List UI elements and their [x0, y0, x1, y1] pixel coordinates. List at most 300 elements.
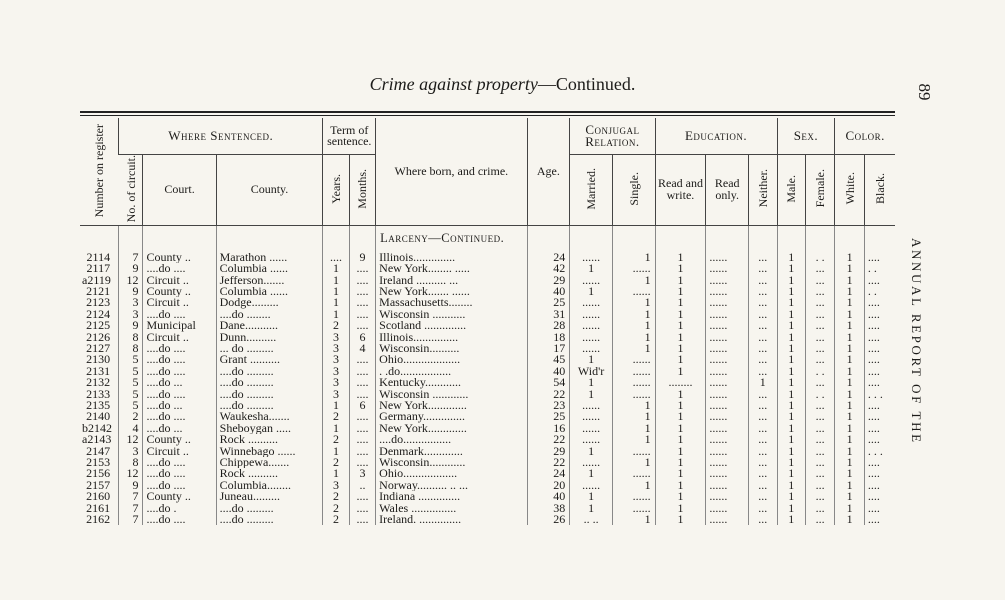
years-cell: 2 — [323, 434, 349, 445]
years-cell: 3 — [323, 343, 349, 354]
court-cell: ....do .... — [143, 514, 216, 525]
table-row — [80, 377, 895, 388]
register-number-cell: 2153 — [86, 457, 111, 469]
register-number-cell: 2135 — [86, 400, 111, 412]
years-cell: 1 — [323, 423, 349, 434]
neither-cell: ... — [749, 332, 777, 343]
register-number-cell: 2160 — [86, 491, 111, 503]
age-cell: 40 — [527, 366, 570, 377]
white-cell: 1 — [835, 400, 864, 411]
white-cell: 1 — [835, 446, 864, 457]
married-cell: 1 — [570, 491, 613, 502]
black-cell: .... — [864, 514, 895, 525]
married-cell: ...... — [570, 297, 613, 308]
months-cell: .... — [349, 411, 375, 422]
born-crime-cell: New York........ ..... — [376, 263, 527, 274]
circuit-cell: 3 — [119, 446, 143, 457]
circuit-cell: 5 — [119, 377, 143, 388]
circuit-cell: 7 — [119, 491, 143, 502]
months-cell: 9 — [349, 252, 375, 263]
court-cell: ....do .... — [143, 480, 216, 491]
months-cell: .... — [349, 389, 375, 400]
months-cell: .... — [349, 286, 375, 297]
male-cell: 1 — [777, 389, 805, 400]
months-cell: .... — [349, 503, 375, 514]
circuit-cell: 5 — [119, 366, 143, 377]
running-head: ANNUAL REPORT OF THE — [909, 238, 924, 445]
female-cell: ... — [805, 275, 834, 286]
age-cell: 23 — [527, 400, 570, 411]
months-cell: 6 — [349, 332, 375, 343]
born-crime-cell: Norway.......... .. ... — [376, 480, 527, 491]
black-cell: .... — [864, 354, 895, 365]
register-number-cell: 2130 — [86, 354, 111, 366]
court-cell: Circuit .. — [143, 297, 216, 308]
county-cell: Winnebago ...... — [216, 446, 323, 457]
married-cell: Wid'r — [570, 366, 613, 377]
header-neither: Neither. — [749, 155, 777, 226]
married-cell: ...... — [570, 411, 613, 422]
county-cell: ....do ......... — [216, 503, 323, 514]
years-cell: .... — [323, 252, 349, 263]
white-cell: 1 — [835, 366, 864, 377]
table-row — [80, 480, 895, 491]
read-write-cell: 1 — [655, 252, 706, 263]
register-number-cell: 2126 — [86, 331, 111, 343]
months-cell: .... — [349, 446, 375, 457]
neither-cell: ... — [749, 252, 777, 263]
male-cell: 1 — [777, 446, 805, 457]
white-cell: 1 — [835, 377, 864, 388]
female-cell: ... — [805, 332, 834, 343]
black-cell: .... — [864, 320, 895, 331]
born-crime-cell: Illinois.............. — [376, 252, 527, 263]
born-crime-cell: Massachusetts........ — [376, 297, 527, 308]
county-cell: Columbia ...... — [216, 263, 323, 274]
white-cell: 1 — [835, 423, 864, 434]
years-cell: 1 — [323, 275, 349, 286]
black-cell: . . — [864, 263, 895, 274]
married-cell: ...... — [570, 332, 613, 343]
born-crime-cell: New York............. — [376, 423, 527, 434]
read-write-cell: 1 — [655, 434, 706, 445]
married-cell: 1 — [570, 468, 613, 479]
male-cell: 1 — [777, 468, 805, 479]
born-crime-cell: Wisconsin.......... — [376, 343, 527, 354]
header-county: County. — [216, 155, 323, 226]
single-cell: 1 — [612, 275, 655, 286]
born-crime-cell: New York....... ...... — [376, 286, 527, 297]
page-number: 89 — [915, 83, 934, 101]
single-cell: 1 — [612, 309, 655, 320]
read-write-cell: 1 — [655, 480, 706, 491]
header-circuit-no: No. of circuit. — [119, 155, 143, 226]
male-cell: 1 — [777, 514, 805, 525]
years-cell: 3 — [323, 332, 349, 343]
months-cell: .... — [349, 275, 375, 286]
black-cell: .... — [864, 400, 895, 411]
read-write-cell: 1 — [655, 286, 706, 297]
read-write-cell: 1 — [655, 332, 706, 343]
single-cell: ...... — [612, 377, 655, 388]
register-number-cell: 2127 — [86, 342, 111, 355]
neither-cell: ... — [749, 457, 777, 468]
county-cell: Juneau......... — [216, 491, 323, 502]
table-row — [80, 354, 895, 365]
months-cell: .... — [349, 309, 375, 320]
table-row — [80, 286, 895, 297]
black-cell: .... — [864, 503, 895, 514]
read-only-cell: ...... — [706, 320, 749, 331]
married-cell: ...... — [570, 252, 613, 263]
age-cell: 31 — [527, 309, 570, 320]
header-read-only: Read only. — [706, 155, 749, 226]
header-female: Female. — [805, 155, 834, 226]
table-row — [80, 366, 895, 377]
white-cell: 1 — [835, 343, 864, 354]
neither-cell: ... — [749, 480, 777, 491]
county-cell: Marathon ...... — [216, 252, 323, 263]
married-cell: ...... — [570, 480, 613, 491]
read-write-cell: 1 — [655, 446, 706, 457]
table-row — [80, 491, 895, 502]
circuit-cell: 12 — [119, 275, 143, 286]
born-crime-cell: Wisconsin............ — [376, 457, 527, 468]
register-number-cell: 2156 — [86, 468, 111, 480]
black-cell: .... — [864, 343, 895, 354]
county-cell: ....do ........ — [216, 309, 323, 320]
female-cell: ... — [805, 377, 834, 388]
male-cell: 1 — [777, 286, 805, 297]
years-cell: 2 — [323, 503, 349, 514]
circuit-cell: 4 — [119, 423, 143, 434]
county-cell: Columbia........ — [216, 480, 323, 491]
years-cell: 1 — [323, 263, 349, 274]
black-cell: .... — [864, 468, 895, 479]
born-crime-cell: New York............. — [376, 400, 527, 411]
male-cell: 1 — [777, 457, 805, 468]
single-cell: 1 — [612, 252, 655, 263]
single-cell: 1 — [612, 457, 655, 468]
read-write-cell: 1 — [655, 309, 706, 320]
age-cell: 25 — [527, 411, 570, 422]
married-cell: .. .. — [570, 514, 613, 525]
white-cell: 1 — [835, 514, 864, 525]
court-cell: ....do .... — [143, 309, 216, 320]
white-cell: 1 — [835, 252, 864, 263]
header-age: Age. — [527, 118, 570, 225]
female-cell: ... — [805, 354, 834, 365]
county-cell: Sheboygan ..... — [216, 423, 323, 434]
circuit-cell: 2 — [119, 411, 143, 422]
read-only-cell: ...... — [706, 423, 749, 434]
court-cell: ....do .... — [143, 389, 216, 400]
born-crime-cell: Wisconsin ............ — [376, 389, 527, 400]
neither-cell: 1 — [749, 377, 777, 388]
neither-cell: ... — [749, 491, 777, 502]
male-cell: 1 — [777, 400, 805, 411]
female-cell: ... — [805, 514, 834, 525]
court-cell: County .. — [143, 491, 216, 502]
header-where-sentenced: Where Sentenced. — [119, 118, 323, 155]
male-cell: 1 — [777, 480, 805, 491]
black-cell: .... — [864, 377, 895, 388]
male-cell: 1 — [777, 252, 805, 263]
read-only-cell: ...... — [706, 457, 749, 468]
married-cell: 1 — [570, 389, 613, 400]
black-cell: .... — [864, 252, 895, 263]
header-born-crime: Where born, and crime. — [376, 118, 527, 225]
county-cell: Rock .......... — [216, 468, 323, 479]
years-cell: 2 — [323, 411, 349, 422]
single-cell: 1 — [612, 297, 655, 308]
white-cell: 1 — [835, 389, 864, 400]
married-cell: ...... — [570, 343, 613, 354]
months-cell: .... — [349, 377, 375, 388]
read-write-cell: 1 — [655, 297, 706, 308]
months-cell: .... — [349, 514, 375, 525]
circuit-cell: 5 — [119, 400, 143, 411]
neither-cell: ... — [749, 354, 777, 365]
married-cell: ...... — [570, 320, 613, 331]
read-write-cell: 1 — [655, 389, 706, 400]
months-cell: .... — [349, 457, 375, 468]
married-cell: 1 — [570, 286, 613, 297]
months-cell: 4 — [349, 343, 375, 354]
county-cell: Rock .......... — [216, 434, 323, 445]
register-number-cell: 2133 — [86, 388, 111, 400]
born-crime-cell: Denmark............. — [376, 446, 527, 457]
read-only-cell: ...... — [706, 286, 749, 297]
header-register-number: Number on register — [80, 118, 119, 225]
table-row — [80, 263, 895, 274]
neither-cell: ... — [749, 286, 777, 297]
male-cell: 1 — [777, 263, 805, 274]
years-cell: 3 — [323, 354, 349, 365]
court-cell: Circuit .. — [143, 332, 216, 343]
age-cell: 40 — [527, 491, 570, 502]
white-cell: 1 — [835, 434, 864, 445]
male-cell: 1 — [777, 275, 805, 286]
black-cell: .... — [864, 491, 895, 502]
age-cell: 17 — [527, 343, 570, 354]
white-cell: 1 — [835, 503, 864, 514]
header-sex: Sex. — [777, 118, 835, 155]
register-number-cell: 2157 — [86, 479, 111, 492]
circuit-cell: 5 — [119, 354, 143, 365]
married-cell: ...... — [570, 457, 613, 468]
single-cell: ...... — [612, 366, 655, 377]
register-number-cell: a2119 — [82, 274, 111, 286]
white-cell: 1 — [835, 332, 864, 343]
read-write-cell: 1 — [655, 275, 706, 286]
county-cell: Jefferson....... — [216, 275, 323, 286]
county-cell: ....do ......... — [216, 400, 323, 411]
read-only-cell: ...... — [706, 366, 749, 377]
read-write-cell: 1 — [655, 503, 706, 514]
single-cell: ...... — [612, 468, 655, 479]
age-cell: 18 — [527, 332, 570, 343]
register-number-cell: 2123 — [86, 297, 111, 309]
register-number-cell: 2121 — [86, 285, 111, 298]
female-cell: ... — [805, 446, 834, 457]
register-number-cell: 2161 — [86, 502, 111, 515]
top-rule-light — [80, 115, 895, 116]
age-cell: 24 — [527, 252, 570, 263]
court-cell: ....do .... — [143, 263, 216, 274]
age-cell: 54 — [527, 377, 570, 388]
age-cell: 29 — [527, 275, 570, 286]
read-only-cell: ...... — [706, 468, 749, 479]
read-only-cell: ...... — [706, 446, 749, 457]
county-cell: Columbia ...... — [216, 286, 323, 297]
single-cell: ...... — [612, 446, 655, 457]
black-cell: .... — [864, 480, 895, 491]
neither-cell: ... — [749, 411, 777, 422]
female-cell: ... — [805, 286, 834, 297]
married-cell: 1 — [570, 446, 613, 457]
read-only-cell: ...... — [706, 263, 749, 274]
court-cell: ....do ... — [143, 377, 216, 388]
county-cell: Dunn.......... — [216, 332, 323, 343]
months-cell: .... — [349, 263, 375, 274]
register-number-cell: b2142 — [82, 422, 112, 435]
born-crime-cell: Illinois............... — [376, 332, 527, 343]
circuit-cell: 9 — [119, 320, 143, 331]
single-cell: 1 — [612, 434, 655, 445]
circuit-cell: 9 — [119, 480, 143, 491]
top-rule-heavy — [80, 111, 895, 113]
age-cell: 28 — [527, 320, 570, 331]
court-cell: County .. — [143, 434, 216, 445]
table-row — [80, 297, 895, 308]
months-cell: .... — [349, 366, 375, 377]
court-cell: ....do .... — [143, 343, 216, 354]
months-cell: .... — [349, 434, 375, 445]
read-only-cell: ...... — [706, 354, 749, 365]
header-months: Months. — [349, 155, 375, 226]
read-only-cell: ...... — [706, 332, 749, 343]
married-cell: ...... — [570, 275, 613, 286]
table-row — [80, 446, 895, 457]
read-write-cell: 1 — [655, 411, 706, 422]
header-black: Black. — [864, 155, 895, 226]
neither-cell: ... — [749, 423, 777, 434]
single-cell: 1 — [612, 411, 655, 422]
female-cell: ... — [805, 343, 834, 354]
table-row — [80, 457, 895, 468]
circuit-cell: 9 — [119, 263, 143, 274]
circuit-cell: 7 — [119, 514, 143, 525]
married-cell: 1 — [570, 263, 613, 274]
read-only-cell: ...... — [706, 377, 749, 388]
black-cell: .... — [864, 423, 895, 434]
single-cell: 1 — [612, 400, 655, 411]
single-cell: ...... — [612, 286, 655, 297]
born-crime-cell: . .do................. — [376, 366, 527, 377]
read-write-cell: 1 — [655, 343, 706, 354]
white-cell: 1 — [835, 411, 864, 422]
months-cell: .... — [349, 354, 375, 365]
court-cell: ....do ... — [143, 423, 216, 434]
page-title-italic: Crime against property — [369, 74, 538, 94]
section-label: Larceny—Continued. — [376, 225, 527, 252]
read-only-cell: ...... — [706, 434, 749, 445]
male-cell: 1 — [777, 377, 805, 388]
register-number-cell: 2125 — [86, 320, 111, 332]
table-row — [80, 320, 895, 331]
months-cell: .... — [349, 297, 375, 308]
white-cell: 1 — [835, 263, 864, 274]
read-only-cell: ...... — [706, 514, 749, 525]
female-cell: ... — [805, 434, 834, 445]
age-cell: 22 — [527, 434, 570, 445]
months-cell: .... — [349, 320, 375, 331]
age-cell: 22 — [527, 457, 570, 468]
single-cell: 1 — [612, 423, 655, 434]
header-conjugal: Conjugal Relation. — [570, 118, 655, 155]
table-row — [80, 400, 895, 411]
age-cell: 38 — [527, 503, 570, 514]
read-write-cell: 1 — [655, 514, 706, 525]
court-cell: ....do .... — [143, 411, 216, 422]
read-write-cell: 1 — [655, 400, 706, 411]
black-cell: . . . — [864, 446, 895, 457]
court-cell: County .. — [143, 252, 216, 263]
circuit-cell: 8 — [119, 332, 143, 343]
black-cell: .... — [864, 434, 895, 445]
years-cell: 3 — [323, 480, 349, 491]
court-cell: County .. — [143, 286, 216, 297]
age-cell: 24 — [527, 468, 570, 479]
black-cell: .... — [864, 297, 895, 308]
single-cell: 1 — [612, 514, 655, 525]
single-cell: ...... — [612, 354, 655, 365]
read-only-cell: ...... — [706, 275, 749, 286]
age-cell: 20 — [527, 480, 570, 491]
header-male: Male. — [777, 155, 805, 226]
age-cell: 29 — [527, 446, 570, 457]
female-cell: . . — [805, 252, 834, 263]
prison-register-table — [80, 118, 895, 525]
register-number-cell: 2147 — [86, 445, 111, 458]
married-cell: ...... — [570, 309, 613, 320]
male-cell: 1 — [777, 366, 805, 377]
married-cell: 1 — [570, 354, 613, 365]
header-read-write: Read and write. — [655, 155, 706, 226]
read-only-cell: ...... — [706, 309, 749, 320]
single-cell: 1 — [612, 480, 655, 491]
read-write-cell: 1 — [655, 457, 706, 468]
female-cell: ... — [805, 411, 834, 422]
age-cell: 16 — [527, 423, 570, 434]
table-row — [80, 423, 895, 434]
male-cell: 1 — [777, 491, 805, 502]
header-term: Term of sentence. — [323, 118, 376, 155]
months-cell: .... — [349, 491, 375, 502]
months-cell: 3 — [349, 468, 375, 479]
male-cell: 1 — [777, 297, 805, 308]
born-crime-cell: Ireland .......... ... — [376, 275, 527, 286]
register-number-cell: a2143 — [82, 434, 112, 446]
years-cell: 2 — [323, 320, 349, 331]
circuit-cell: 3 — [119, 297, 143, 308]
header-years: Years. — [323, 155, 349, 226]
months-cell: .... — [349, 423, 375, 434]
court-cell: ....do .... — [143, 457, 216, 468]
page-title — [0, 74, 1005, 95]
read-write-cell: ........ — [655, 377, 706, 388]
